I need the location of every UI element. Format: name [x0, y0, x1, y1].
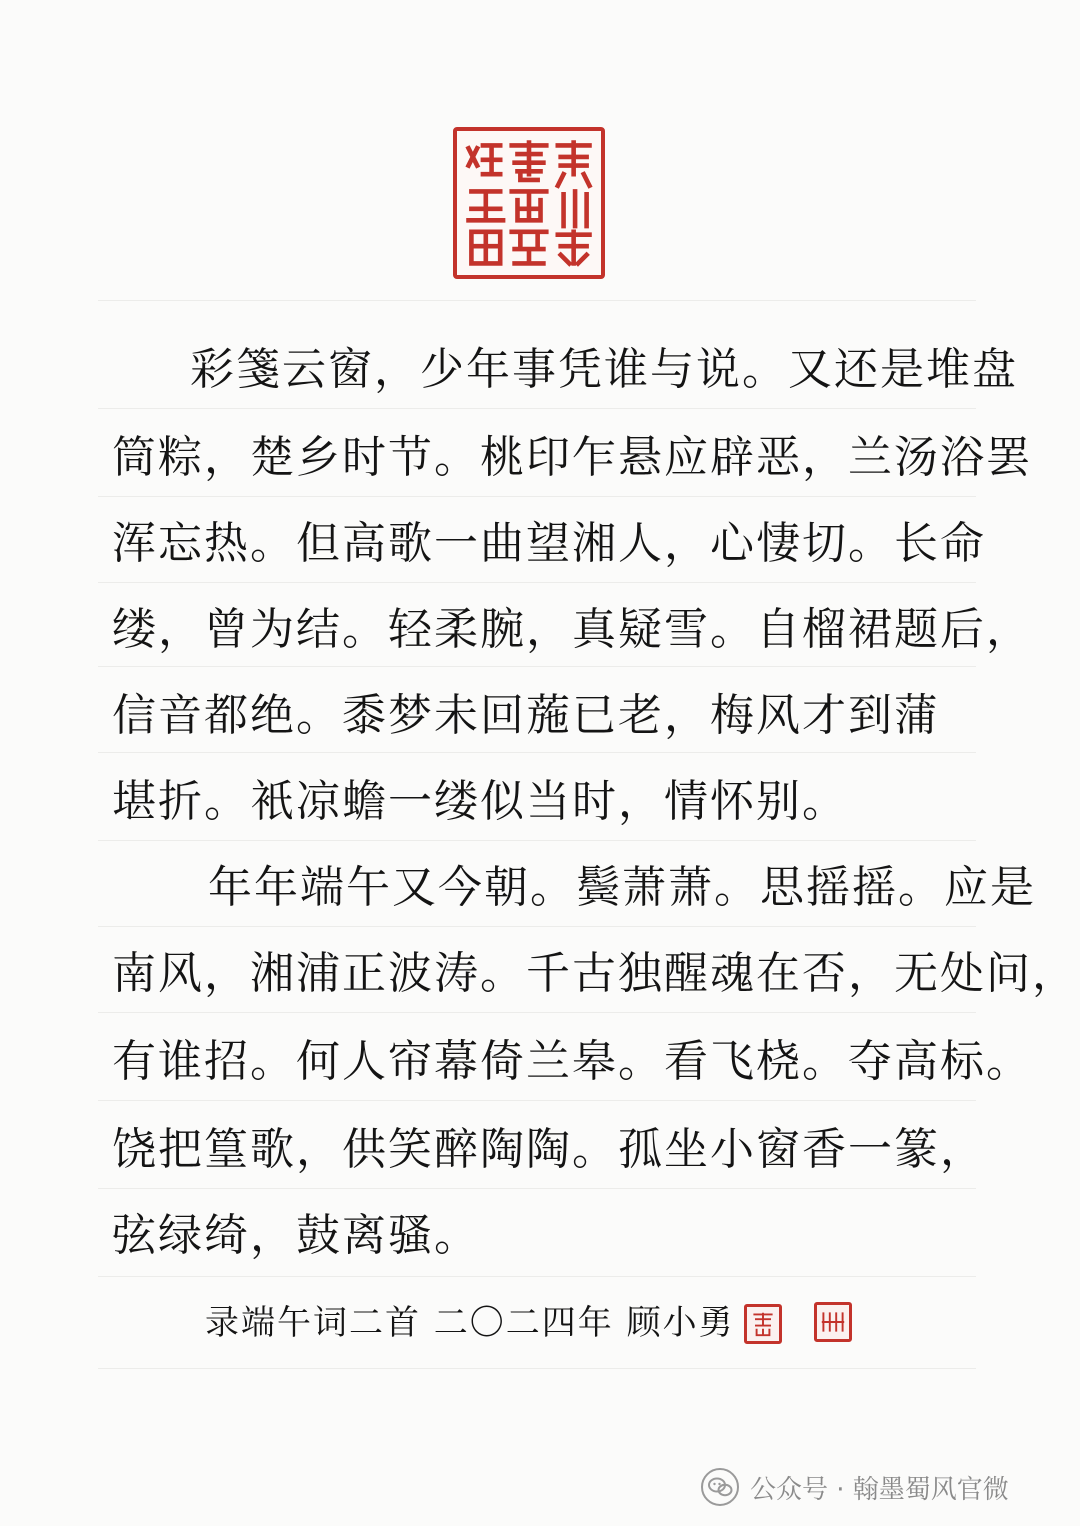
poem-line-4: 缕，曾为结。轻柔腕，真疑雪。自榴裙题后， [112, 604, 1032, 655]
poem-line-9: 有谁招。何人帘幕倚兰皋。看飞桡。夺高标。 [112, 1036, 1032, 1087]
seal-top-glyphs [457, 131, 601, 275]
poem-line-5: 信音都绝。黍梦未回葹已老，梅风才到蒲 [112, 690, 940, 741]
watermark-text: 公众号 · 翰墨蜀风官微 [750, 1474, 1009, 1505]
seal-small-2-icon [814, 1302, 852, 1342]
poem-line-1: 彩箋云窗，少年事凭谁与说。又还是堆盘 [190, 344, 1018, 395]
poem-line-8: 南风，湘浦正波涛。千古独醒魂在否，无处问， [112, 948, 1078, 999]
seal-small-1-icon [744, 1304, 782, 1344]
poem-line-11: 弦绿绮，鼓离骚。 [112, 1210, 480, 1261]
poem-line-10: 饶把篁歌，供笑醉陶陶。孤坐小窗香一篆， [112, 1124, 986, 1175]
poem-line-6: 堪折。衹凉蟾一缕似当时，情怀别。 [112, 776, 848, 827]
poem-line-3: 浑忘热。但高歌一曲望湘人，心悽切。长命 [112, 518, 986, 569]
watermark [700, 1467, 1009, 1507]
seal-small-2-glyph [817, 1305, 849, 1339]
signature: 录端午词二首 二〇二四年 顾小勇 [205, 1303, 735, 1343]
poem-line-2: 筒粽，楚乡时节。桃印乍悬应辟恶，兰汤浴罢 [112, 432, 1032, 483]
seal-top-icon [453, 127, 605, 279]
poem-line-7: 年年端午又今朝。鬓萧萧。思摇摇。应是 [208, 862, 1036, 913]
wechat-icon [700, 1467, 740, 1507]
seal-small-1-glyph [747, 1307, 779, 1341]
